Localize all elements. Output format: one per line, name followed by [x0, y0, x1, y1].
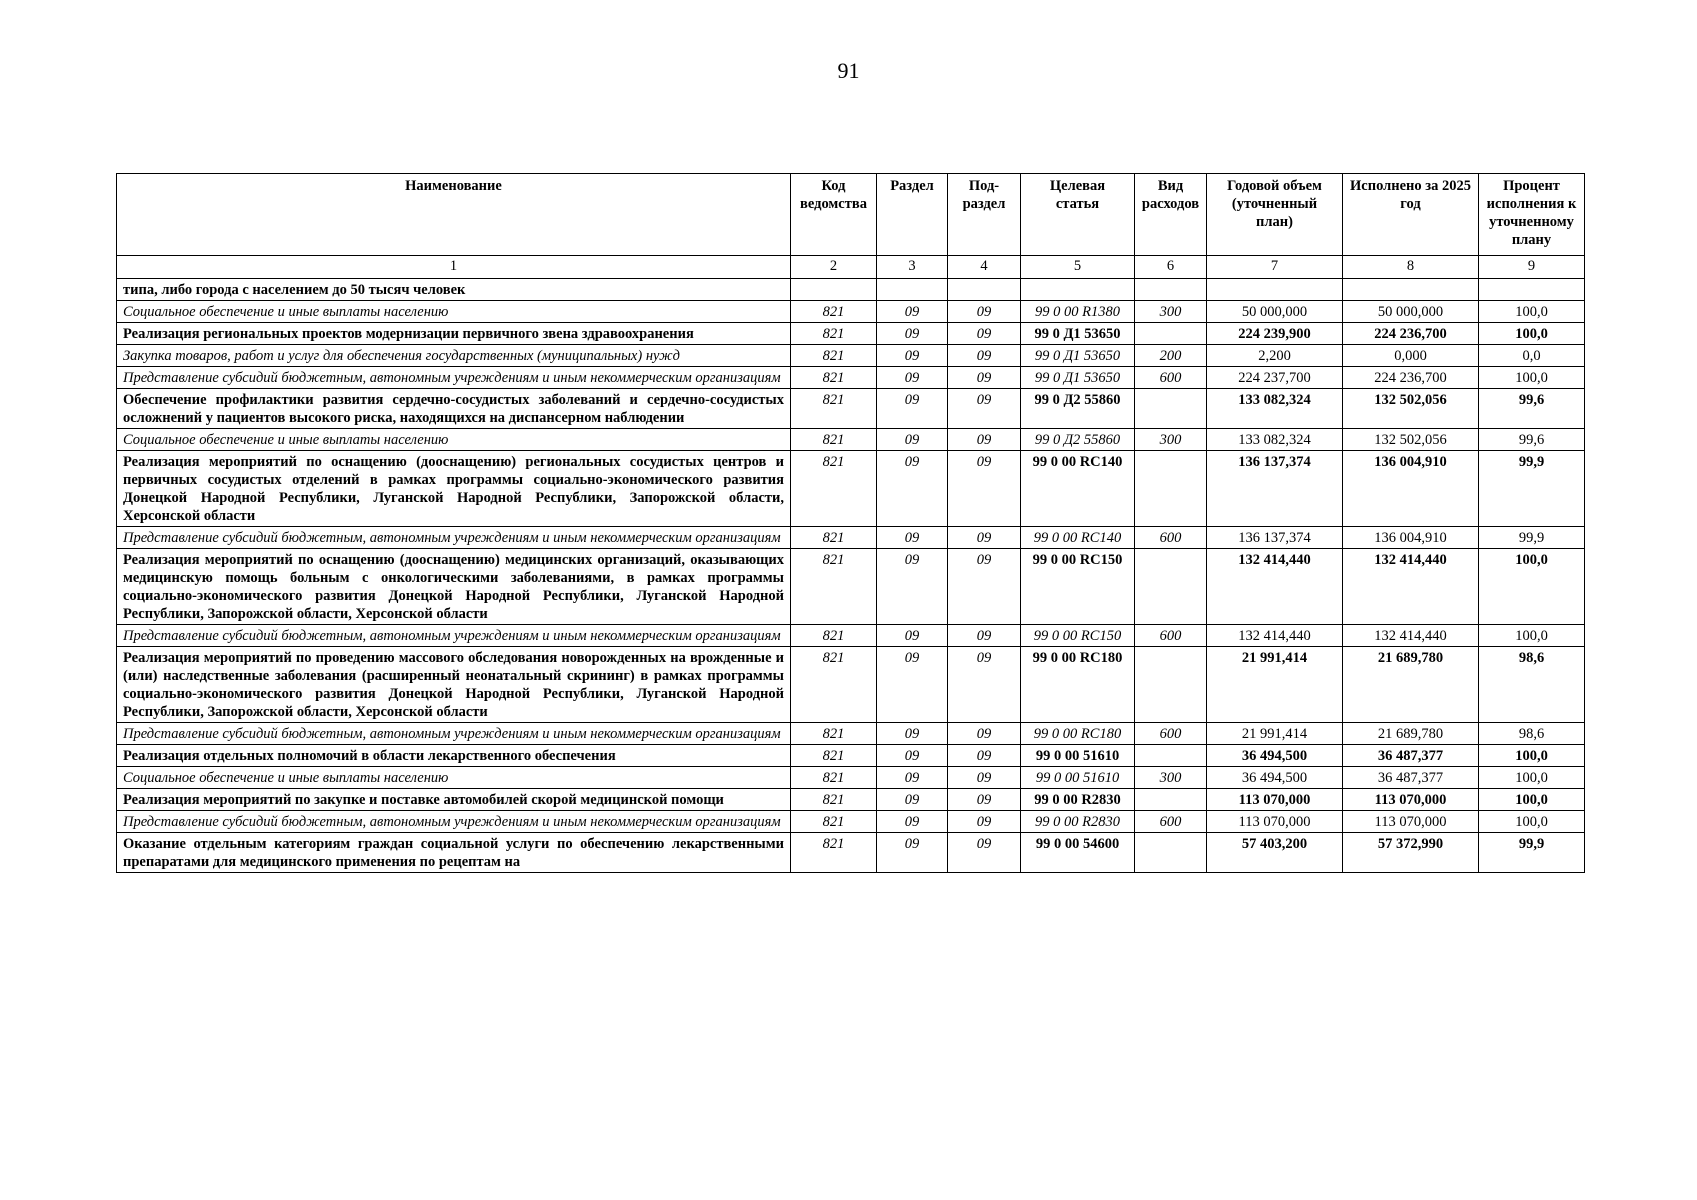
expense-type: [1135, 745, 1207, 767]
executed-value: 21 689,780: [1343, 647, 1479, 723]
table-row: [117, 625, 1585, 647]
table-row: [117, 367, 1585, 389]
execution-percent: 100,0: [1479, 549, 1585, 625]
executed-value: 21 689,780: [1343, 723, 1479, 745]
table-row: [117, 429, 1585, 451]
department-code: 821: [791, 451, 877, 527]
target-article: 99 0 Д1 53650: [1021, 345, 1135, 367]
section-code: 09: [877, 527, 948, 549]
section-code: 09: [877, 767, 948, 789]
table-row: [117, 647, 1585, 723]
executed-value: 36 487,377: [1343, 745, 1479, 767]
table-body: [117, 279, 1585, 873]
executed-value: 136 004,910: [1343, 451, 1479, 527]
section-code: 09: [877, 745, 948, 767]
header-row: [117, 174, 1585, 256]
execution-percent: 100,0: [1479, 301, 1585, 323]
executed-value: 132 502,056: [1343, 429, 1479, 451]
section-code: [877, 279, 948, 301]
section-code: 09: [877, 833, 948, 873]
department-code: 821: [791, 389, 877, 429]
expense-type: [1135, 647, 1207, 723]
executed-value: 132 414,440: [1343, 625, 1479, 647]
annual-plan-value: 136 137,374: [1207, 451, 1343, 527]
section-code: 09: [877, 811, 948, 833]
row-name: Социальное обеспечение и иные выплаты населению: [117, 767, 791, 789]
target-article: [1021, 279, 1135, 301]
annual-plan-value: 132 414,440: [1207, 549, 1343, 625]
subsection-code: 09: [948, 429, 1021, 451]
header-expense-type: Вид расходов: [1135, 174, 1207, 256]
department-code: 821: [791, 323, 877, 345]
section-code: 09: [877, 429, 948, 451]
executed-value: 36 487,377: [1343, 767, 1479, 789]
target-article: 99 0 Д1 53650: [1021, 323, 1135, 345]
table-row: [117, 549, 1585, 625]
execution-percent: 98,6: [1479, 647, 1585, 723]
annual-plan-value: 133 082,324: [1207, 389, 1343, 429]
section-code: 09: [877, 625, 948, 647]
row-name: Социальное обеспечение и иные выплаты населению: [117, 301, 791, 323]
target-article: 99 0 00 RC140: [1021, 527, 1135, 549]
row-name: Обеспечение профилактики развития сердечно-сосудистых заболеваний и сердечно-сосудистых осложнений у пациентов высокого риска, находящихся на диспансерном наблюдении: [117, 389, 791, 429]
execution-percent: [1479, 279, 1585, 301]
expense-type: [1135, 389, 1207, 429]
executed-value: 224 236,700: [1343, 323, 1479, 345]
page-number: 91: [837, 58, 860, 83]
department-code: 821: [791, 527, 877, 549]
department-code: 821: [791, 367, 877, 389]
column-number: 1: [117, 256, 791, 279]
section-code: 09: [877, 323, 948, 345]
department-code: 821: [791, 429, 877, 451]
row-name: Представление субсидий бюджетным, автономным учреждениям и иным некоммерческим организациям: [117, 625, 791, 647]
execution-percent: 100,0: [1479, 625, 1585, 647]
subsection-code: [948, 279, 1021, 301]
expense-type: [1135, 789, 1207, 811]
table-row: [117, 301, 1585, 323]
subsection-code: 09: [948, 647, 1021, 723]
section-code: 09: [877, 647, 948, 723]
annual-plan-value: 50 000,000: [1207, 301, 1343, 323]
row-name: Представление субсидий бюджетным, автономным учреждениям и иным некоммерческим организациям: [117, 527, 791, 549]
section-code: 09: [877, 789, 948, 811]
table-row: [117, 789, 1585, 811]
expense-type: 200: [1135, 345, 1207, 367]
executed-value: 113 070,000: [1343, 811, 1479, 833]
executed-value: [1343, 279, 1479, 301]
subsection-code: 09: [948, 527, 1021, 549]
row-name: Реализация мероприятий по оснащению (дооснащению) региональных сосудистых центров и первичных сосудистых отделений в рамках программы социально-экономического развития Донецкой Народной Республики, Луганской Народной Республики, Запорожской области, Херсонской области: [117, 451, 791, 527]
subsection-code: 09: [948, 745, 1021, 767]
subsection-code: 09: [948, 345, 1021, 367]
section-code: 09: [877, 367, 948, 389]
executed-value: 132 414,440: [1343, 549, 1479, 625]
header-name: Наименование: [117, 174, 791, 256]
header-department-code: Код ведомства: [791, 174, 877, 256]
header-execution-percent: Процент исполнения к уточненному плану: [1479, 174, 1585, 256]
department-code: 821: [791, 723, 877, 745]
annual-plan-value: [1207, 279, 1343, 301]
department-code: 821: [791, 767, 877, 789]
subsection-code: 09: [948, 767, 1021, 789]
annual-plan-value: 132 414,440: [1207, 625, 1343, 647]
executed-value: 224 236,700: [1343, 367, 1479, 389]
execution-percent: 100,0: [1479, 789, 1585, 811]
column-number: 2: [791, 256, 877, 279]
target-article: 99 0 00 RC180: [1021, 647, 1135, 723]
annual-plan-value: 2,200: [1207, 345, 1343, 367]
department-code: [791, 279, 877, 301]
annual-plan-value: 57 403,200: [1207, 833, 1343, 873]
section-code: 09: [877, 301, 948, 323]
header-subsection: Под-раздел: [948, 174, 1021, 256]
annual-plan-value: 113 070,000: [1207, 789, 1343, 811]
section-code: 09: [877, 451, 948, 527]
column-number: 4: [948, 256, 1021, 279]
execution-percent: 99,9: [1479, 527, 1585, 549]
column-number: 7: [1207, 256, 1343, 279]
executed-value: 57 372,990: [1343, 833, 1479, 873]
column-number: 9: [1479, 256, 1585, 279]
subsection-code: 09: [948, 549, 1021, 625]
subsection-code: 09: [948, 367, 1021, 389]
subsection-code: 09: [948, 811, 1021, 833]
row-name: Социальное обеспечение и иные выплаты населению: [117, 429, 791, 451]
department-code: 821: [791, 549, 877, 625]
subsection-code: 09: [948, 625, 1021, 647]
header-section: Раздел: [877, 174, 948, 256]
target-article: 99 0 00 RC150: [1021, 625, 1135, 647]
subsection-code: 09: [948, 451, 1021, 527]
expense-type: [1135, 323, 1207, 345]
department-code: 821: [791, 745, 877, 767]
expense-type: 600: [1135, 527, 1207, 549]
execution-percent: 100,0: [1479, 811, 1585, 833]
column-numbers-row: [117, 256, 1585, 279]
subsection-code: 09: [948, 833, 1021, 873]
execution-percent: 100,0: [1479, 367, 1585, 389]
target-article: 99 0 00 51610: [1021, 767, 1135, 789]
section-code: 09: [877, 549, 948, 625]
execution-percent: 99,9: [1479, 833, 1585, 873]
expense-type: [1135, 451, 1207, 527]
department-code: 821: [791, 789, 877, 811]
execution-percent: 100,0: [1479, 323, 1585, 345]
expense-type: 600: [1135, 811, 1207, 833]
table-row: [117, 745, 1585, 767]
header-annual-plan: Годовой объем (уточненный план): [1207, 174, 1343, 256]
subsection-code: 09: [948, 323, 1021, 345]
section-code: 09: [877, 345, 948, 367]
budget-execution-table: [116, 173, 1585, 873]
section-code: 09: [877, 723, 948, 745]
header-executed: Исполнено за 2025 год: [1343, 174, 1479, 256]
subsection-code: 09: [948, 723, 1021, 745]
subsection-code: 09: [948, 389, 1021, 429]
annual-plan-value: 224 237,700: [1207, 367, 1343, 389]
table-row: [117, 723, 1585, 745]
target-article: 99 0 00 RC140: [1021, 451, 1135, 527]
target-article: 99 0 00 R2830: [1021, 811, 1135, 833]
execution-percent: 100,0: [1479, 767, 1585, 789]
row-name: Реализация мероприятий по оснащению (дооснащению) медицинских организаций, оказывающих медицинскую помощь больным с онкологическими заболеваниями, в рамках программы социально-экономического развития Донецкой Народной Республики, Луганской Народной Республики, Запорожской области, Херсонской области: [117, 549, 791, 625]
row-name: Закупка товаров, работ и услуг для обеспечения государственных (муниципальных) нужд: [117, 345, 791, 367]
column-number: 6: [1135, 256, 1207, 279]
row-name: Представление субсидий бюджетным, автономным учреждениям и иным некоммерческим организациям: [117, 367, 791, 389]
row-name: Реализация мероприятий по закупке и поставке автомобилей скорой медицинской помощи: [117, 789, 791, 811]
target-article: 99 0 00 RC180: [1021, 723, 1135, 745]
executed-value: 113 070,000: [1343, 789, 1479, 811]
expense-type: [1135, 279, 1207, 301]
header-target-article: Целевая статья: [1021, 174, 1135, 256]
expense-type: 300: [1135, 767, 1207, 789]
table-row: [117, 323, 1585, 345]
department-code: 821: [791, 625, 877, 647]
target-article: 99 0 Д2 55860: [1021, 429, 1135, 451]
execution-percent: 100,0: [1479, 745, 1585, 767]
execution-percent: 98,6: [1479, 723, 1585, 745]
annual-plan-value: 224 239,900: [1207, 323, 1343, 345]
annual-plan-value: 133 082,324: [1207, 429, 1343, 451]
expense-type: [1135, 549, 1207, 625]
row-name: Представление субсидий бюджетным, автономным учреждениям и иным некоммерческим организациям: [117, 811, 791, 833]
table-row: [117, 767, 1585, 789]
department-code: 821: [791, 833, 877, 873]
column-number: 3: [877, 256, 948, 279]
row-name: Представление субсидий бюджетным, автономным учреждениям и иным некоммерческим организациям: [117, 723, 791, 745]
executed-value: 136 004,910: [1343, 527, 1479, 549]
table-row: [117, 279, 1585, 301]
expense-type: 300: [1135, 429, 1207, 451]
executed-value: 0,000: [1343, 345, 1479, 367]
annual-plan-value: 36 494,500: [1207, 767, 1343, 789]
expense-type: 600: [1135, 723, 1207, 745]
target-article: 99 0 00 R2830: [1021, 789, 1135, 811]
department-code: 821: [791, 301, 877, 323]
execution-percent: 99,6: [1479, 429, 1585, 451]
table-row: [117, 833, 1585, 873]
table-row: [117, 451, 1585, 527]
row-name: Оказание отдельным категориям граждан социальной услуги по обеспечению лекарственными препаратами для медицинского применения по рецептам на: [117, 833, 791, 873]
annual-plan-value: 136 137,374: [1207, 527, 1343, 549]
department-code: 821: [791, 345, 877, 367]
table-row: [117, 527, 1585, 549]
row-name: типа, либо города с населением до 50 тысяч человек: [117, 279, 791, 301]
execution-percent: 0,0: [1479, 345, 1585, 367]
row-name: Реализация отдельных полномочий в области лекарственного обеспечения: [117, 745, 791, 767]
column-number: 5: [1021, 256, 1135, 279]
annual-plan-value: 21 991,414: [1207, 723, 1343, 745]
row-name: Реализация региональных проектов модернизации первичного звена здравоохранения: [117, 323, 791, 345]
subsection-code: 09: [948, 301, 1021, 323]
table-row: [117, 811, 1585, 833]
expense-type: 600: [1135, 625, 1207, 647]
department-code: 821: [791, 647, 877, 723]
target-article: 99 0 00 51610: [1021, 745, 1135, 767]
annual-plan-value: 36 494,500: [1207, 745, 1343, 767]
target-article: 99 0 00 54600: [1021, 833, 1135, 873]
expense-type: 600: [1135, 367, 1207, 389]
section-code: 09: [877, 389, 948, 429]
executed-value: 50 000,000: [1343, 301, 1479, 323]
annual-plan-value: 21 991,414: [1207, 647, 1343, 723]
execution-percent: 99,9: [1479, 451, 1585, 527]
execution-percent: 99,6: [1479, 389, 1585, 429]
expense-type: [1135, 833, 1207, 873]
subsection-code: 09: [948, 789, 1021, 811]
row-name: Реализация мероприятий по проведению массового обследования новорожденных на врожденные и (или) наследственные заболевания (расширенный неонатальный скрининг) в рамках программы социально-экономического развития Донецкой Народной Республики, Луганской Народной Республики, Запорожской области, Херсонской области: [117, 647, 791, 723]
expense-type: 300: [1135, 301, 1207, 323]
target-article: 99 0 Д2 55860: [1021, 389, 1135, 429]
table-row: [117, 389, 1585, 429]
annual-plan-value: 113 070,000: [1207, 811, 1343, 833]
department-code: 821: [791, 811, 877, 833]
target-article: 99 0 Д1 53650: [1021, 367, 1135, 389]
table-row: [117, 345, 1585, 367]
executed-value: 132 502,056: [1343, 389, 1479, 429]
target-article: 99 0 00 RC150: [1021, 549, 1135, 625]
column-number: 8: [1343, 256, 1479, 279]
target-article: 99 0 00 R1380: [1021, 301, 1135, 323]
